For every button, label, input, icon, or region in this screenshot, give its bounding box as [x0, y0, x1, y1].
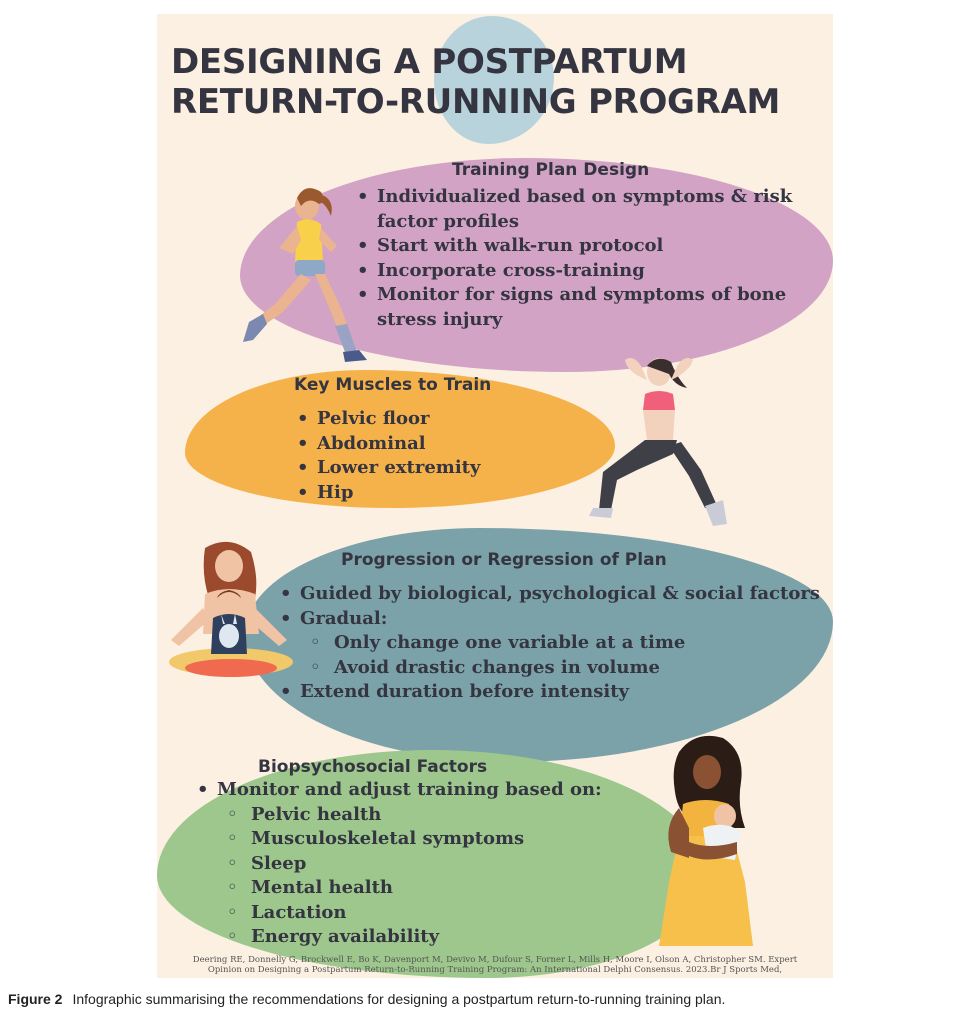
list-item: • Guided by biological, psychological & social factors [278, 582, 820, 607]
list-item: • Monitor for signs and symptoms of bone [355, 283, 792, 308]
list-item-continuation: stress injury [377, 308, 503, 330]
list-item: • Abdominal [295, 432, 480, 457]
citation-line-2: Opinion on Designing a Postpartum Return-to-Running Training Program: An International Delphi Consensus. 2023.Br J Sports Med, [207, 965, 783, 975]
key-muscles-list [295, 407, 480, 505]
figure-caption-text: Infographic summarising the recommendations for designing a postpartum return-to-running training plan. [72, 991, 726, 1007]
list-item: • Gradual: [278, 607, 820, 632]
sub-list-item: ◦ Avoid drastic changes in volume [278, 656, 820, 681]
list-item: • Extend duration before intensity [278, 680, 820, 705]
list-item: • Incorporate cross-training [355, 259, 792, 284]
runner-illustration [235, 176, 385, 376]
list-item: • Lower extremity [295, 456, 480, 481]
training-plan-heading: Training Plan Design [452, 160, 650, 180]
list-item: • Monitor and adjust training based on: [195, 778, 602, 803]
sub-list-item: ◦ Sleep [195, 852, 602, 877]
sub-list-item: ◦ Lactation [195, 901, 602, 926]
list-item-continuation: factor profiles [377, 210, 520, 232]
progression-list [278, 582, 820, 705]
list-item: • Individualized based on symptoms & risk [355, 185, 792, 210]
key-muscles-heading: Key Muscles to Train [294, 375, 492, 395]
list-item: • Pelvic floor [295, 407, 480, 432]
citation-line-1: Deering RE, Donnelly G, Brockwell E, Bo K, Davenport M, Devivo M, Dufour S, Forner L, Mills H, Moore I, Olson A, Christopher SM. Expert [192, 955, 798, 965]
training-plan-list [355, 185, 792, 332]
poster-title [171, 42, 780, 122]
sub-list-item: ◦ Musculoskeletal symptoms [195, 827, 602, 852]
meditating-mother-child-illustration [159, 538, 309, 678]
title-line-1: DESIGNING A POSTPARTUM [171, 42, 688, 82]
sub-list-item: ◦ Only change one variable at a time [278, 631, 820, 656]
infographic-poster [157, 14, 833, 978]
biopsychosocial-list [195, 778, 602, 950]
progression-heading: Progression or Regression of Plan [341, 550, 667, 570]
list-item: • Hip [295, 481, 480, 506]
sub-list-item: ◦ Energy availability [195, 925, 602, 950]
sub-list-item: ◦ Mental health [195, 876, 602, 901]
figure-label: Figure 2 [8, 991, 63, 1007]
sub-list-item: ◦ Pelvic health [195, 803, 602, 828]
figure-caption [8, 991, 725, 1007]
biopsychosocial-heading: Biopsychosocial Factors [258, 757, 488, 777]
list-item: • Start with walk-run protocol [355, 234, 792, 259]
title-line-2: RETURN-TO-RUNNING PROGRAM [171, 82, 781, 122]
lunge-illustration [577, 350, 747, 536]
citation [157, 955, 833, 975]
mother-holding-baby-illustration [649, 732, 769, 946]
